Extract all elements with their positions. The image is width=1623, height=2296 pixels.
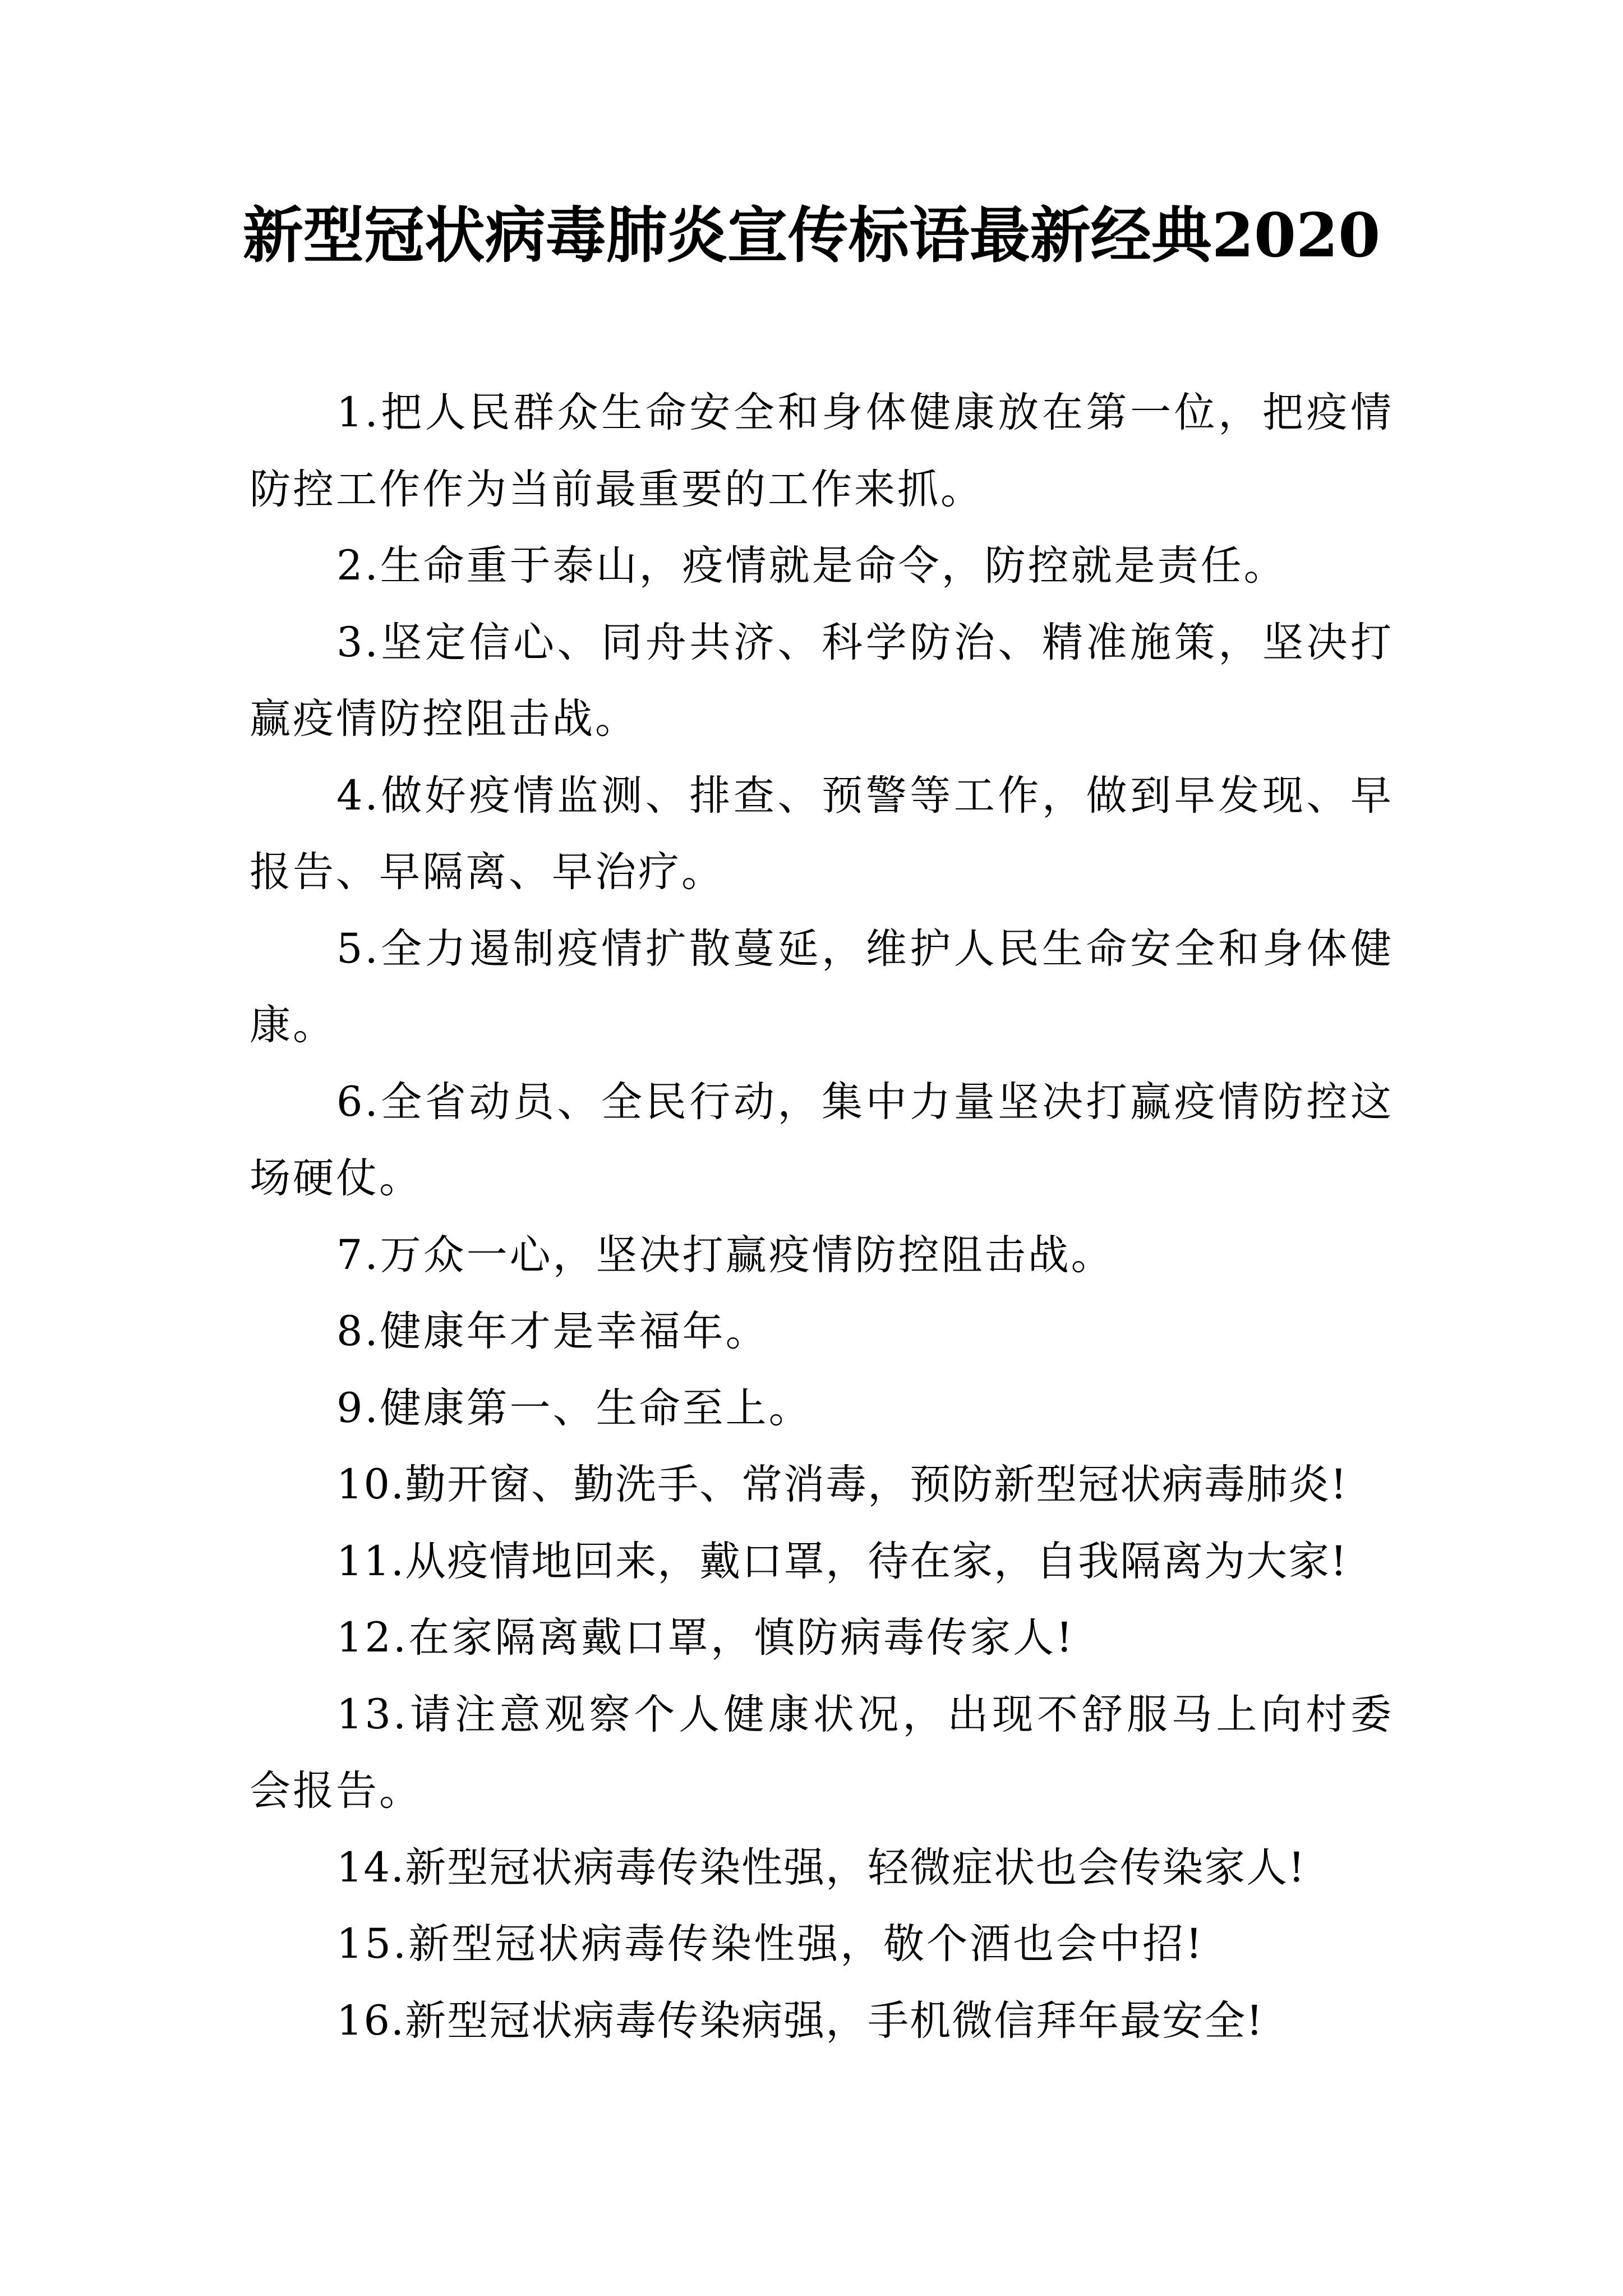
slogan-paragraph: 2.生命重于泰山，疫情就是命令，防控就是责任。	[336, 542, 1287, 590]
slogan-paragraph: 9.健康第一、生命至上。	[336, 1384, 812, 1432]
slogan-paragraph: 15.新型冠状病毒传染性强，敬个酒也会中招!	[336, 1920, 1205, 1968]
slogan-paragraph: 11.从疫情地回来，戴口罩，待在家，自我隔离为大家!	[336, 1537, 1348, 1585]
slogan-paragraph: 8.健康年才是幸福年。	[336, 1308, 769, 1355]
document-body	[250, 375, 1394, 2059]
slogan-paragraph: 4.做好疫情监测、排查、预警等工作，做到早发现、早报告、早隔离、早治疗。	[250, 771, 1394, 896]
slogan-paragraph: 3.坚定信心、同舟共济、科学防治、精准施策，坚决打赢疫情防控阻击战。	[250, 618, 1394, 743]
slogan-paragraph: 6.全省动员、全民行动，集中力量坚决打赢疫情防控这场硬仗。	[250, 1078, 1394, 1202]
slogan-paragraph: 1.把人民群众生命安全和身体健康放在第一位，把疫情防控工作作为当前最重要的工作来抓。	[250, 389, 1394, 513]
slogan-paragraph: 14.新型冠状病毒传染性强，轻微症状也会传染家人!	[336, 1843, 1306, 1892]
slogan-paragraph: 16.新型冠状病毒传染病强，手机微信拜年最安全!	[336, 1996, 1264, 2045]
slogan-paragraph: 12.在家隔离戴口罩，慎防病毒传家人!	[336, 1614, 1075, 1662]
slogan-paragraph: 13.请注意观察个人健康状况，出现不舒服马上向村委会报告。	[250, 1690, 1394, 1815]
slogan-paragraph: 7.万众一心，坚决打赢疫情防控阻击战。	[336, 1231, 1114, 1279]
document-title: 新型冠状病毒肺炎宣传标语最新经典2020	[242, 200, 1381, 271]
slogan-paragraph: 5.全力遏制疫情扩散蔓延，维护人民生命安全和身体健康。	[250, 924, 1394, 1049]
slogan-paragraph: 10.勤开窗、勤洗手、常消毒，预防新型冠状病毒肺炎!	[336, 1461, 1348, 1508]
